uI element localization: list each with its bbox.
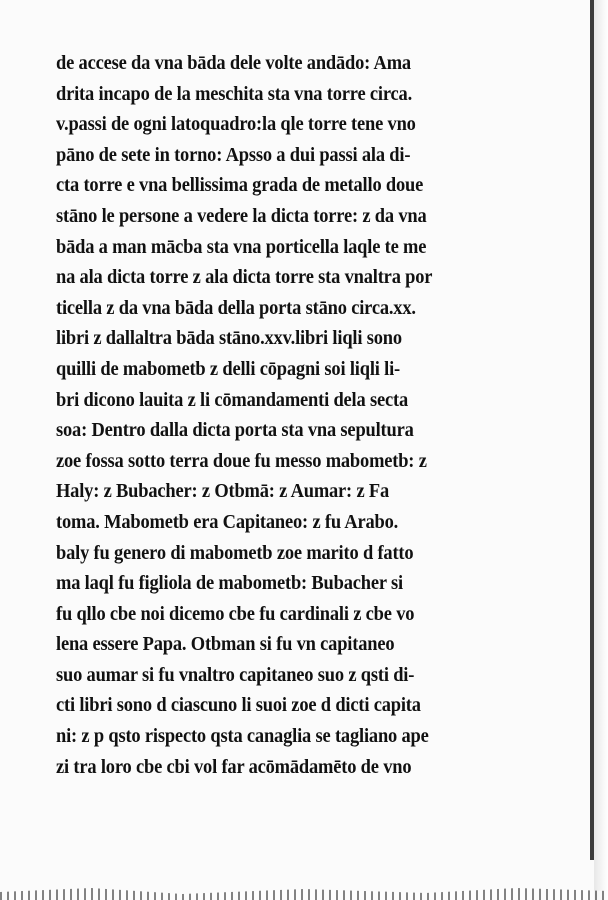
- text-line: ticella z da vna bāda della porta stāno circa.xx.: [56, 296, 416, 319]
- scan-noise-bottom: [0, 880, 608, 900]
- text-line: fu qllo cbe noi dicemo cbe fu cardinali z cbe vo: [56, 602, 415, 625]
- scan-margin-right: [594, 0, 608, 900]
- text-line: toma. Mabometb era Capitaneo: z fu Arabo.: [56, 510, 399, 533]
- text-line: zi tra loro cbe cbi vol far acōmādamēto de vno: [56, 755, 412, 778]
- text-line: bāda a man mācba sta vna porticella laqle te me: [56, 235, 427, 258]
- text-line: ni: z p qsto rispecto qsta canaglia se tagliano ape: [56, 725, 429, 748]
- text-line: libri z dallaltra bāda stāno.xxv.libri liqli sono: [56, 327, 402, 350]
- text-line: drita incapo de la meschita sta vna torre circa.: [56, 82, 413, 105]
- text-line: pāno de sete in torno: Apsso a dui passi ala di-: [56, 143, 411, 166]
- text-line: ma laql fu figliola de mabometb: Bubacher si: [56, 572, 403, 595]
- text-line: na ala dicta torre z ala dicta torre sta vnaltra por: [56, 266, 433, 289]
- text-line: v.passi de ogni latoquadro:la qle torre tene vno: [56, 113, 416, 136]
- text-line: baly fu genero di mabometb zoe marito d fatto: [56, 541, 414, 564]
- text-line: bri dicono lauita z li cōmandamenti dela secta: [56, 388, 408, 411]
- text-line: Haly: z Bubacher: z Otbmā: z Aumar: z Fa: [56, 480, 390, 503]
- text-line: soa: Dentro dalla dicta porta sta vna sepultura: [56, 419, 414, 442]
- body-text: [56, 48, 556, 782]
- text-line: cta torre e vna bellissima grada de metallo doue: [56, 174, 424, 197]
- text-line: quilli de mabometb z delli cōpagni soi liqli li-: [56, 357, 401, 380]
- text-line: lena essere Papa. Otbman si fu vn capitaneo: [56, 633, 395, 656]
- text-line: stāno le persone a vedere la dicta torre: z da vna: [56, 204, 427, 227]
- text-line: cti libri sono d ciascuno li suoi zoe d dicti capita: [56, 694, 421, 717]
- scan-border-line: [590, 0, 594, 860]
- text-line: zoe fossa sotto terra doue fu messo mabometb: z: [56, 449, 427, 472]
- text-line: suo aumar si fu vnaltro capitaneo suo z qsti di-: [56, 663, 415, 686]
- text-line: de accese da vna bāda dele volte andādo: Ama: [56, 52, 411, 74]
